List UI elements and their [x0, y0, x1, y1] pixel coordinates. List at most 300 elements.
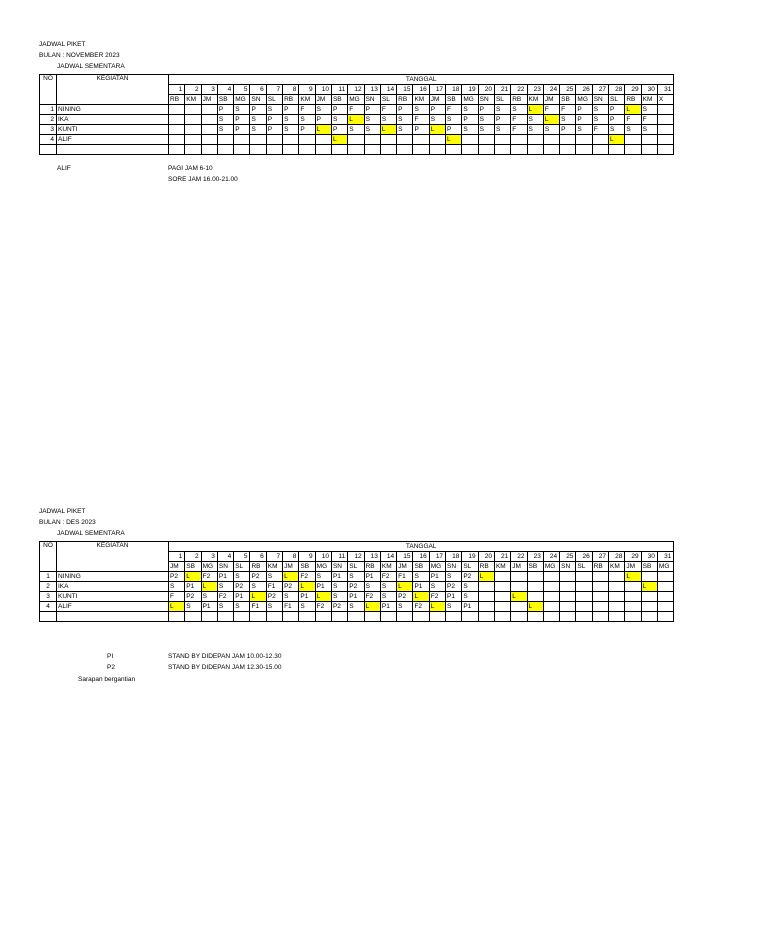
shift-cell: F: [169, 592, 185, 602]
shift-cell: L: [380, 125, 396, 135]
shift-cell: S: [543, 125, 559, 135]
shift-cell: [201, 125, 217, 135]
shift-cell: [625, 602, 641, 612]
shift-cell: P1: [234, 592, 250, 602]
shift-cell: [641, 572, 657, 582]
row-number: 4: [40, 602, 57, 612]
shift-cell: [592, 572, 608, 582]
date-cell: 17: [429, 552, 445, 562]
shift-cell: [657, 105, 673, 115]
row-number: 1: [40, 105, 57, 115]
shift-cell: [657, 582, 673, 592]
shift-cell: P: [478, 105, 494, 115]
row-name: ALIF: [57, 602, 169, 612]
shift-cell: P2: [169, 572, 185, 582]
shift-cell: [527, 572, 543, 582]
shift-cell: P: [446, 125, 462, 135]
shift-cell: P: [413, 125, 429, 135]
date-cell: 29: [625, 85, 641, 95]
weekday-cell: SN: [560, 562, 576, 572]
shift-cell: S: [380, 115, 396, 125]
shift-cell: S: [234, 602, 250, 612]
shift-cell: P: [397, 105, 413, 115]
shift-cell: S: [348, 602, 364, 612]
date-cell: 27: [592, 552, 608, 562]
shift-cell: [511, 135, 527, 145]
no-header: NO: [40, 542, 57, 572]
weekday-cell: RB: [511, 95, 527, 105]
shift-cell: F1: [266, 582, 282, 592]
shift-cell: P2: [234, 582, 250, 592]
weekday-cell: KM: [380, 562, 396, 572]
shift-cell: S: [283, 592, 299, 602]
shift-cell: P2: [462, 572, 478, 582]
shift-cell: S: [217, 602, 233, 612]
shift-cell: [543, 582, 559, 592]
shift-cell: [576, 602, 592, 612]
weekday-cell: RB: [250, 562, 266, 572]
nov-subtitle: JADWAL SEMENTARA: [57, 63, 125, 70]
shift-cell: S: [625, 125, 641, 135]
shift-cell: P: [364, 105, 380, 115]
row-name: KUNTI: [57, 125, 169, 135]
shift-cell: [397, 135, 413, 145]
shift-cell: S: [592, 105, 608, 115]
weekday-cell: KM: [185, 95, 201, 105]
weekday-cell: SL: [609, 95, 625, 105]
date-cell: 14: [380, 552, 396, 562]
shift-cell: S: [185, 602, 201, 612]
weekday-cell: SN: [217, 562, 233, 572]
shift-cell: [560, 602, 576, 612]
shift-cell: S: [348, 572, 364, 582]
shift-cell: F: [413, 115, 429, 125]
date-cell: 30: [641, 85, 657, 95]
shift-cell: P1: [185, 582, 201, 592]
shift-cell: S: [413, 572, 429, 582]
weekday-cell: MG: [234, 95, 250, 105]
shift-cell: S: [592, 115, 608, 125]
shift-cell: P: [429, 105, 445, 115]
shift-cell: S: [576, 125, 592, 135]
shift-cell: [609, 602, 625, 612]
weekday-cell: JM: [511, 562, 527, 572]
shift-cell: S: [511, 105, 527, 115]
date-cell: 7: [266, 552, 282, 562]
shift-cell: L: [169, 602, 185, 612]
shift-cell: P: [560, 125, 576, 135]
empty-row: [40, 145, 674, 155]
shift-cell: [592, 135, 608, 145]
shift-cell: [657, 115, 673, 125]
shift-cell: [169, 135, 185, 145]
shift-cell: S: [266, 602, 282, 612]
weekday-cell: JM: [625, 562, 641, 572]
shift-cell: L: [641, 582, 657, 592]
date-cell: 12: [348, 85, 364, 95]
date-cell: 1: [169, 552, 185, 562]
shift-cell: F: [592, 125, 608, 135]
shift-cell: S: [397, 115, 413, 125]
weekday-cell: MG: [543, 562, 559, 572]
shift-cell: [478, 135, 494, 145]
date-cell: 14: [380, 85, 396, 95]
shift-cell: L: [625, 105, 641, 115]
kegiatan-header: KEGIATAN: [57, 75, 169, 105]
shift-cell: S: [266, 572, 282, 582]
shift-cell: F2: [315, 602, 331, 612]
date-cell: 28: [609, 552, 625, 562]
shift-cell: [592, 602, 608, 612]
date-cell: 13: [364, 552, 380, 562]
weekday-cell: SB: [331, 95, 347, 105]
shift-cell: P: [331, 125, 347, 135]
shift-cell: F: [641, 115, 657, 125]
shift-cell: [478, 582, 494, 592]
shift-cell: L: [527, 105, 543, 115]
table-row: [40, 582, 674, 592]
date-cell: 19: [462, 85, 478, 95]
date-cell: 31: [657, 552, 673, 562]
shift-cell: P1: [462, 602, 478, 612]
weekday-cell: SB: [446, 95, 462, 105]
shift-cell: S: [364, 125, 380, 135]
shift-cell: P1: [299, 592, 315, 602]
shift-cell: S: [217, 115, 233, 125]
shift-cell: S: [462, 105, 478, 115]
shift-cell: P: [250, 105, 266, 115]
date-cell: 11: [331, 85, 347, 95]
weekday-cell: SN: [331, 562, 347, 572]
shift-cell: P1: [348, 592, 364, 602]
date-cell: 15: [397, 85, 413, 95]
des-note-breakfast: Sarapan bergantian: [78, 676, 136, 683]
shift-cell: S: [494, 125, 510, 135]
shift-cell: S: [380, 582, 396, 592]
shift-cell: S: [250, 115, 266, 125]
date-cell: 8: [283, 552, 299, 562]
date-cell: 16: [413, 85, 429, 95]
row-number: 4: [40, 135, 57, 145]
shift-cell: S: [283, 115, 299, 125]
shift-cell: S: [283, 125, 299, 135]
shift-cell: [478, 592, 494, 602]
weekday-cell: SB: [560, 95, 576, 105]
nov-schedule-table: [39, 74, 674, 155]
shift-cell: F2: [201, 572, 217, 582]
shift-cell: L: [625, 572, 641, 582]
date-cell: 8: [283, 85, 299, 95]
weekday-cell: SL: [462, 562, 478, 572]
shift-cell: L: [283, 572, 299, 582]
weekday-cell: SN: [592, 95, 608, 105]
shift-cell: S: [266, 105, 282, 115]
shift-cell: [657, 602, 673, 612]
shift-cell: S: [201, 592, 217, 602]
weekday-cell: RB: [364, 562, 380, 572]
nov-note-name: ALIF: [57, 165, 71, 172]
table-row: [40, 572, 674, 582]
row-name: IKA: [57, 115, 169, 125]
shift-cell: S: [331, 115, 347, 125]
weekday-cell: RB: [397, 95, 413, 105]
nov-month: BULAN : NOVEMBER 2023: [39, 52, 120, 59]
shift-cell: P1: [413, 582, 429, 592]
date-cell: 9: [299, 552, 315, 562]
shift-cell: S: [250, 125, 266, 135]
date-cell: 17: [429, 85, 445, 95]
shift-cell: S: [527, 115, 543, 125]
shift-cell: [217, 135, 233, 145]
shift-cell: F: [511, 115, 527, 125]
shift-cell: [543, 602, 559, 612]
kegiatan-header: KEGIATAN: [57, 542, 169, 572]
shift-cell: S: [462, 125, 478, 135]
weekday-cell: JM: [169, 562, 185, 572]
weekday-cell: JM: [429, 95, 445, 105]
des-subtitle: JADWAL SEMENTARA: [57, 530, 125, 537]
shift-cell: [201, 135, 217, 145]
shift-cell: S: [641, 105, 657, 115]
shift-cell: P: [576, 115, 592, 125]
date-cell: 12: [348, 552, 364, 562]
date-cell: 31: [657, 85, 673, 95]
date-cell: 18: [446, 552, 462, 562]
weekday-cell: SB: [527, 562, 543, 572]
shift-cell: F2: [380, 572, 396, 582]
shift-cell: P2: [348, 582, 364, 592]
shift-cell: S: [446, 115, 462, 125]
row-number: 1: [40, 572, 57, 582]
date-cell: 29: [625, 552, 641, 562]
shift-cell: S: [331, 582, 347, 592]
date-cell: 25: [560, 85, 576, 95]
shift-cell: P2: [283, 582, 299, 592]
shift-cell: [625, 592, 641, 602]
date-cell: 21: [494, 85, 510, 95]
shift-cell: [429, 135, 445, 145]
row-number: 2: [40, 115, 57, 125]
date-cell: 7: [266, 85, 282, 95]
tanggal-header: TANGGAL: [169, 75, 674, 85]
weekday-cell: JM: [201, 95, 217, 105]
shift-cell: [641, 135, 657, 145]
weekday-cell: KM: [527, 95, 543, 105]
shift-cell: [625, 135, 641, 145]
shift-cell: [283, 135, 299, 145]
shift-cell: S: [364, 115, 380, 125]
des-note-p1-label: PI: [107, 653, 114, 660]
date-cell: 26: [576, 85, 592, 95]
des-schedule-table: [39, 541, 674, 622]
weekday-cell: SL: [348, 562, 364, 572]
tanggal-header: TANGGAL: [169, 542, 674, 552]
shift-cell: [560, 135, 576, 145]
weekday-cell: KM: [641, 95, 657, 105]
shift-cell: L: [413, 592, 429, 602]
shift-cell: S: [462, 592, 478, 602]
shift-cell: [201, 115, 217, 125]
shift-cell: P: [283, 105, 299, 115]
shift-cell: [234, 135, 250, 145]
date-cell: 24: [543, 552, 559, 562]
shift-cell: [380, 135, 396, 145]
weekday-cell: KM: [609, 562, 625, 572]
weekday-cell: KM: [299, 95, 315, 105]
shift-cell: P: [217, 105, 233, 115]
date-cell: 4: [217, 85, 233, 95]
weekday-cell: SN: [250, 95, 266, 105]
des-month: BULAN : DES 2023: [39, 519, 96, 526]
shift-cell: P1: [364, 572, 380, 582]
shift-cell: P1: [380, 602, 396, 612]
shift-cell: P2: [185, 592, 201, 602]
weekday-cell: SB: [641, 562, 657, 572]
shift-cell: L: [185, 572, 201, 582]
shift-cell: S: [250, 582, 266, 592]
shift-cell: F1: [397, 572, 413, 582]
shift-cell: F: [543, 105, 559, 115]
date-cell: 22: [511, 85, 527, 95]
nov-note-evening: SORE JAM 16.00-21.00: [168, 176, 238, 183]
shift-cell: [527, 592, 543, 602]
shift-cell: P2: [331, 602, 347, 612]
shift-cell: [478, 602, 494, 612]
shift-cell: S: [429, 582, 445, 592]
shift-cell: [657, 572, 673, 582]
shift-cell: [560, 592, 576, 602]
shift-cell: S: [478, 125, 494, 135]
shift-cell: S: [446, 572, 462, 582]
shift-cell: F2: [429, 592, 445, 602]
shift-cell: F: [560, 105, 576, 115]
weekday-cell: SB: [299, 562, 315, 572]
weekday-cell: MG: [576, 95, 592, 105]
weekday-cell: SB: [185, 562, 201, 572]
shift-cell: P2: [250, 572, 266, 582]
shift-cell: [185, 115, 201, 125]
weekday-cell: RB: [592, 562, 608, 572]
shift-cell: P1: [201, 602, 217, 612]
weekday-cell: KM: [494, 562, 510, 572]
weekday-cell: SB: [413, 562, 429, 572]
date-cell: 23: [527, 85, 543, 95]
date-cell: 13: [364, 85, 380, 95]
row-number: 2: [40, 582, 57, 592]
date-cell: 23: [527, 552, 543, 562]
empty-row: [40, 612, 674, 622]
weekday-cell: KM: [266, 562, 282, 572]
shift-cell: [494, 602, 510, 612]
shift-cell: L: [429, 125, 445, 135]
date-cell: 25: [560, 552, 576, 562]
shift-cell: F1: [283, 602, 299, 612]
weekday-cell: RB: [169, 95, 185, 105]
no-header: NO: [40, 75, 57, 105]
shift-cell: [576, 135, 592, 145]
weekday-cell: MG: [657, 562, 673, 572]
weekday-cell: SL: [494, 95, 510, 105]
date-cell: 10: [315, 85, 331, 95]
shift-cell: [185, 135, 201, 145]
shift-cell: [609, 592, 625, 602]
shift-cell: P: [609, 115, 625, 125]
shift-cell: S: [299, 115, 315, 125]
shift-cell: P: [299, 125, 315, 135]
shift-cell: [413, 135, 429, 145]
weekday-cell: SL: [234, 562, 250, 572]
row-number: 3: [40, 592, 57, 602]
date-cell: 22: [511, 552, 527, 562]
shift-cell: F1: [250, 602, 266, 612]
shift-cell: L: [446, 135, 462, 145]
shift-cell: S: [331, 592, 347, 602]
shift-cell: [494, 135, 510, 145]
des-title: JADWAL PIKET: [39, 508, 86, 515]
shift-cell: [511, 572, 527, 582]
date-cell: 11: [331, 552, 347, 562]
shift-cell: [543, 572, 559, 582]
shift-cell: [560, 582, 576, 592]
weekday-cell: JM: [397, 562, 413, 572]
shift-cell: P: [609, 105, 625, 115]
weekday-cell: MG: [429, 562, 445, 572]
shift-cell: L: [609, 135, 625, 145]
shift-cell: [185, 125, 201, 135]
shift-cell: [494, 582, 510, 592]
shift-cell: [266, 135, 282, 145]
shift-cell: P1: [331, 572, 347, 582]
shift-cell: [511, 582, 527, 592]
date-cell: 27: [592, 85, 608, 95]
shift-cell: P1: [429, 572, 445, 582]
shift-cell: L: [364, 602, 380, 612]
shift-cell: [543, 135, 559, 145]
date-cell: 15: [397, 552, 413, 562]
date-cell: 2: [185, 85, 201, 95]
shift-cell: P2: [397, 592, 413, 602]
shift-cell: S: [299, 602, 315, 612]
shift-cell: S: [527, 125, 543, 135]
table-row: [40, 105, 674, 115]
shift-cell: P: [576, 105, 592, 115]
shift-cell: P: [331, 105, 347, 115]
nov-title: JADWAL PIKET: [39, 41, 86, 48]
weekday-cell: SN: [478, 95, 494, 105]
date-cell: 19: [462, 552, 478, 562]
shift-cell: L: [478, 572, 494, 582]
shift-cell: L: [511, 592, 527, 602]
weekday-cell: RB: [283, 95, 299, 105]
shift-cell: S: [560, 115, 576, 125]
des-note-p2-label: P2: [107, 664, 115, 671]
shift-cell: P: [266, 115, 282, 125]
shift-cell: [576, 592, 592, 602]
shift-cell: F2: [364, 592, 380, 602]
shift-cell: S: [234, 572, 250, 582]
weekday-cell: X: [657, 95, 673, 105]
shift-cell: S: [397, 602, 413, 612]
des-note-p2-text: STAND BY DIDEPAN JAM 12.30-15.00: [168, 664, 282, 671]
shift-cell: [641, 592, 657, 602]
des-note-p1-text: STAND BY DIDEPAN JAM 10.00-12.30: [168, 653, 282, 660]
shift-cell: F: [511, 125, 527, 135]
shift-cell: [657, 592, 673, 602]
date-cell: 6: [250, 85, 266, 95]
date-cell: 26: [576, 552, 592, 562]
shift-cell: [494, 572, 510, 582]
date-cell: 5: [234, 552, 250, 562]
